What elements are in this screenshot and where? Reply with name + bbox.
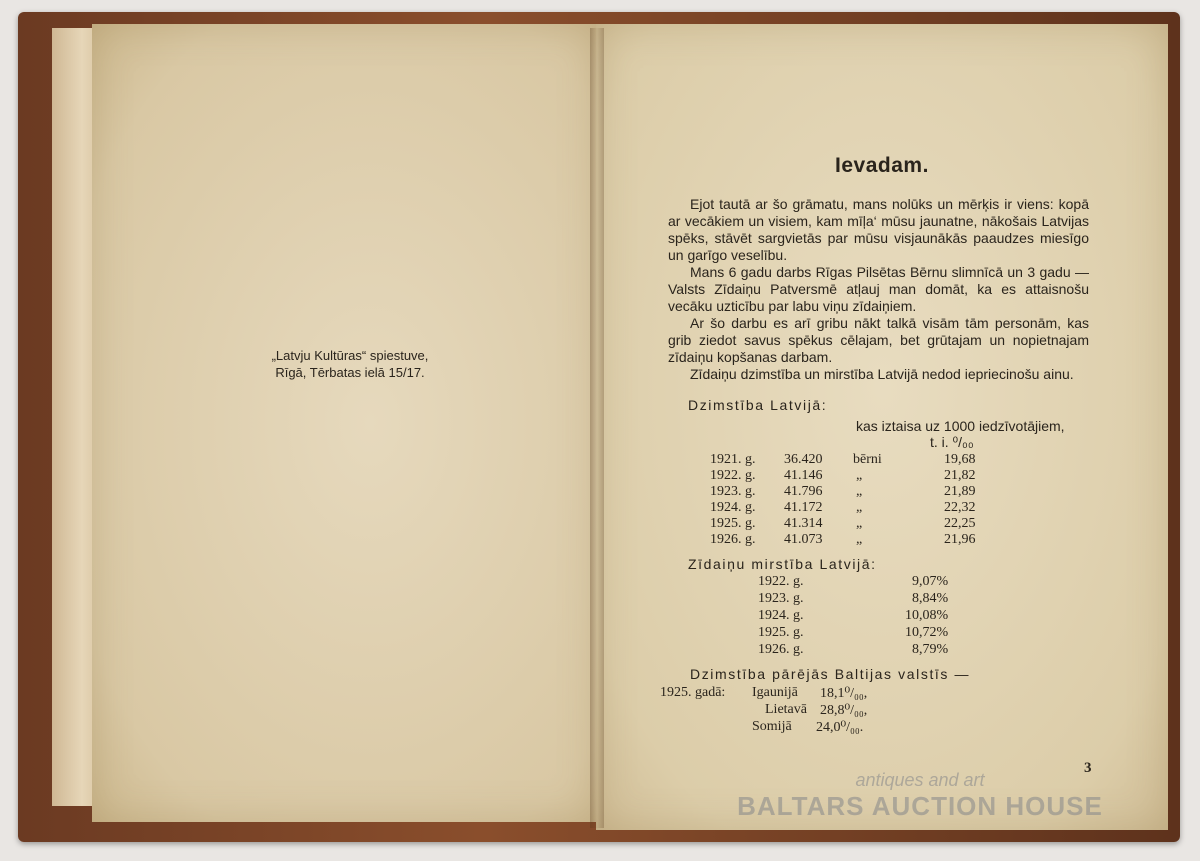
page-title: Ievadam.	[835, 154, 929, 177]
birth-year: 1926. g.	[710, 532, 756, 547]
paragraph: Zīdaiņu dzimstība un mirstība Latvijā nedod iepriecinošu ainu.	[690, 366, 1074, 382]
printer-line-1: „Latvju Kultūras“ spiestuve,	[271, 348, 429, 363]
birth-unit: bērni	[853, 452, 882, 467]
birth-year: 1921. g.	[710, 452, 756, 467]
birth-count: 41.146	[784, 468, 823, 483]
birth-rate: 22,32	[944, 500, 976, 515]
birth-rate: 21,82	[944, 468, 976, 483]
birth-count: 41.073	[784, 532, 823, 547]
birth-count: 36.420	[784, 452, 823, 467]
mortality-rate: 8,79%	[912, 642, 949, 657]
birth-count: 41.796	[784, 484, 823, 499]
baltic-prefix: 1925. gadā:	[660, 685, 726, 700]
birth-rate: 21,89	[944, 484, 976, 499]
mortality-rate: 8,84%	[912, 591, 949, 606]
birth-rate: 21,96	[944, 532, 976, 547]
birth-note-unit: t. i. ⁰/₀₀	[930, 434, 974, 450]
mortality-rate: 10,08%	[905, 608, 949, 623]
watermark	[720, 770, 1120, 822]
birth-year: 1922. g.	[710, 468, 756, 483]
mortality-year: 1924. g.	[758, 608, 804, 623]
printer-line-2: Rīgā, Tērbatas ielā 15/17.	[275, 365, 425, 380]
left-page	[92, 24, 598, 822]
paragraph: Mans 6 gadu darbs Rīgas Pilsētas Bērnu slimnīcā un 3 gadu — Valsts Zīdaiņu Patversmē atļauj man domāt, ka es attaisnošu vecāku uzticību par labu viņu zīdaiņiem.	[668, 264, 1089, 314]
birth-rate: 22,25	[944, 516, 976, 531]
baltic-country: Somijā	[752, 719, 792, 734]
paragraph: Ejot tautā ar šo grāmatu, mans nolūks un mērķis ir viens: kopā ar vecākiem un visiem, kam mīļa‘ mūsu jaunatne, nākošais Latvijas spēks, stāvēt sargvietās par mūsu visjaunākās paaudzes miesīgo un garīgo veselību.	[668, 196, 1089, 263]
watermark-tagline: antiques and art	[855, 770, 985, 790]
birth-unit: „	[856, 516, 863, 531]
baltic-country: Lietavā	[765, 702, 807, 717]
birth-count: 41.314	[784, 516, 823, 531]
baltic-rate: 18,1⁰/₀₀,	[820, 686, 868, 701]
baltic-country: Igaunijā	[752, 685, 798, 700]
mortality-rate: 10,72%	[905, 625, 949, 640]
baltic-heading: Dzimstība pārējās Baltijas valstīs —	[690, 666, 971, 682]
birth-year: 1924. g.	[710, 500, 756, 515]
birth-count: 41.172	[784, 500, 823, 515]
birth-unit: „	[856, 468, 863, 483]
paragraph: Ar šo darbu es arī gribu nākt talkā visām tām personām, kas grib ziedot savus spēkus cēlajam, bet grūtajam un nopietnajam zīdaiņu kopšanas darbam.	[668, 315, 1089, 365]
baltic-rate: 28,8⁰/₀₀,	[820, 703, 868, 718]
mortality-year: 1923. g.	[758, 591, 804, 606]
mortality-year: 1926. g.	[758, 642, 804, 657]
birth-heading: Dzimstība Latvijā:	[688, 397, 828, 413]
birth-unit: „	[856, 532, 863, 547]
birth-year: 1923. g.	[710, 484, 756, 499]
birth-note: kas iztaisa uz 1000 iedzīvotājiem,	[856, 418, 1065, 434]
watermark-name: BALTARS AUCTION HOUSE	[737, 791, 1103, 821]
baltic-rate: 24,0⁰/₀₀.	[816, 720, 864, 735]
mortality-year: 1925. g.	[758, 625, 804, 640]
mortality-rate: 9,07%	[912, 574, 949, 589]
intro-text	[668, 196, 1089, 383]
page-number: 3	[1084, 760, 1092, 776]
birth-unit: „	[856, 500, 863, 515]
mortality-heading: Zīdaiņu mirstība Latvijā:	[688, 556, 877, 572]
birth-rate: 19,68	[944, 452, 976, 467]
birth-year: 1925. g.	[710, 516, 756, 531]
birth-unit: „	[856, 484, 863, 499]
book-gutter	[590, 28, 604, 828]
printer-imprint	[250, 347, 450, 381]
mortality-year: 1922. g.	[758, 574, 804, 589]
